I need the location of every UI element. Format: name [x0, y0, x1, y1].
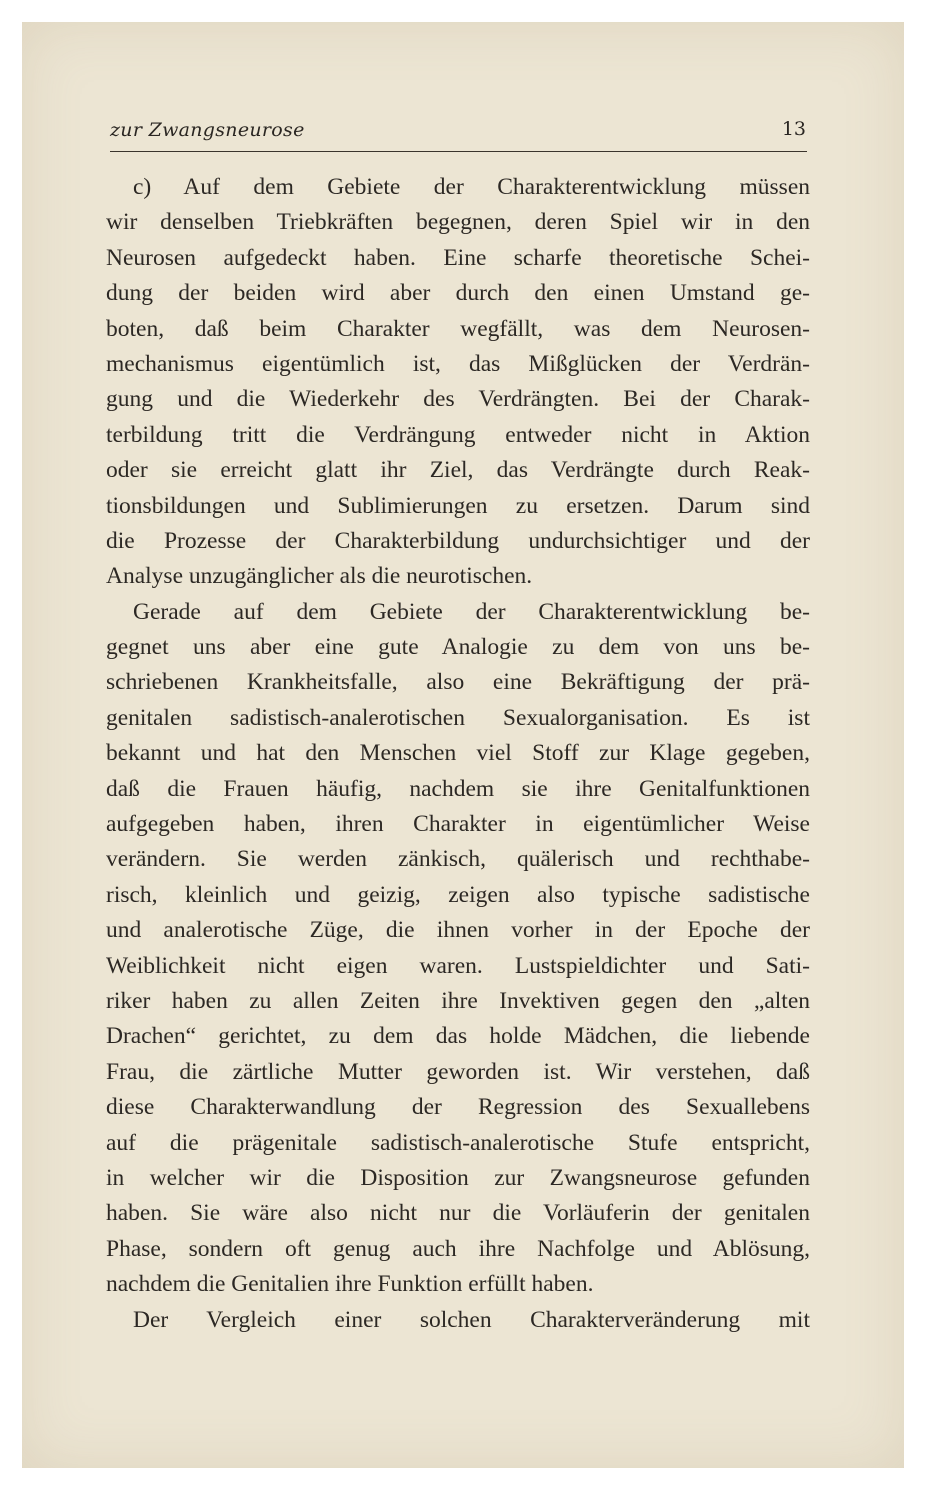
running-header	[110, 115, 806, 147]
running-head-title: zur Zwangsneurose	[110, 119, 305, 141]
text-line: in welcher wir die Disposition zur Zwangsneurose gefunden	[106, 1164, 810, 1191]
text-line: schriebenen Krankheitsfalle, also eine Bekräftigung der prä-	[106, 669, 810, 696]
text-line: dung der beiden wird aber durch den einen Umstand ge-	[106, 280, 810, 307]
text-line: mechanismus eigentümlich ist, das Mißglücken der Verdrän-	[106, 350, 810, 377]
text-line: gung und die Wiederkehr des Verdrängten. Bei der Charak-	[106, 386, 810, 413]
text-line: auf die prägenitale sadistisch-analerotische Stufe entspricht,	[106, 1129, 810, 1156]
text-line: oder sie erreicht glatt ihr Ziel, das Verdrängte durch Reak-	[106, 457, 810, 484]
text-line: haben. Sie wäre also nicht nur die Vorläuferin der genitalen	[106, 1200, 810, 1227]
header-rule	[110, 151, 807, 152]
text-line: diese Charakterwandlung der Regression des Sexuallebens	[106, 1094, 810, 1121]
text-line: boten, daß beim Charakter wegfällt, was dem Neurosen-	[106, 315, 810, 342]
text-line: und analerotische Züge, die ihnen vorher in der Epoche der	[106, 917, 810, 944]
text-line: die Prozesse der Charakterbildung undurchsichtiger und der	[106, 527, 810, 554]
text-line: tionsbildungen und Sublimierungen zu ersetzen. Darum sind	[106, 492, 810, 519]
text-line: c) Auf dem Gebiete der Charakterentwicklung müssen	[133, 174, 810, 200]
text-line: aufgegeben haben, ihren Charakter in eigentümlicher Weise	[106, 811, 810, 838]
text-line: Frau, die zärtliche Mutter geworden ist. Wir verstehen, daß	[106, 1058, 810, 1085]
text-line: genitalen sadistisch-analerotischen Sexualorganisation. Es ist	[106, 704, 810, 731]
body-text	[106, 170, 810, 1338]
text-line: Neurosen aufgedeckt haben. Eine scharfe theoretische Schei-	[106, 244, 810, 271]
text-line: Phase, sondern oft genug auch ihre Nachfolge und Ablösung,	[106, 1235, 810, 1262]
text-line: terbildung tritt die Verdrängung entweder nicht in Aktion	[106, 421, 810, 448]
text-line: Der Vergleich einer solchen Charakterveränderung mit	[133, 1306, 810, 1333]
text-line: Gerade auf dem Gebiete der Charakterentwicklung be-	[133, 598, 810, 625]
text-line: Weiblichkeit nicht eigen waren. Lustspieldichter und Sati-	[106, 952, 810, 979]
text-line: risch, kleinlich und geizig, zeigen also typische sadistische	[106, 881, 810, 908]
page-number: 13	[781, 118, 806, 140]
text-line: riker haben zu allen Zeiten ihre Invektiven gegen den „alten	[106, 987, 810, 1014]
text-line: nachdem die Genitalien ihre Funktion erfüllt haben.	[106, 1271, 594, 1298]
text-line: bekannt und hat den Menschen viel Stoff zur Klage gegeben,	[106, 740, 810, 767]
text-line: daß die Frauen häufig, nachdem sie ihre Genitalfunktionen	[106, 775, 810, 802]
text-line: verändern. Sie werden zänkisch, quälerisch und rechthabe-	[106, 846, 810, 873]
text-line: Drachen“ gerichtet, zu dem das holde Mädchen, die liebende	[106, 1023, 810, 1050]
text-line: gegnet uns aber eine gute Analogie zu dem von uns be-	[106, 634, 810, 661]
text-line: wir denselben Triebkräften begegnen, deren Spiel wir in den	[106, 209, 810, 236]
text-line: Analyse unzugänglicher als die neurotischen.	[106, 563, 533, 590]
